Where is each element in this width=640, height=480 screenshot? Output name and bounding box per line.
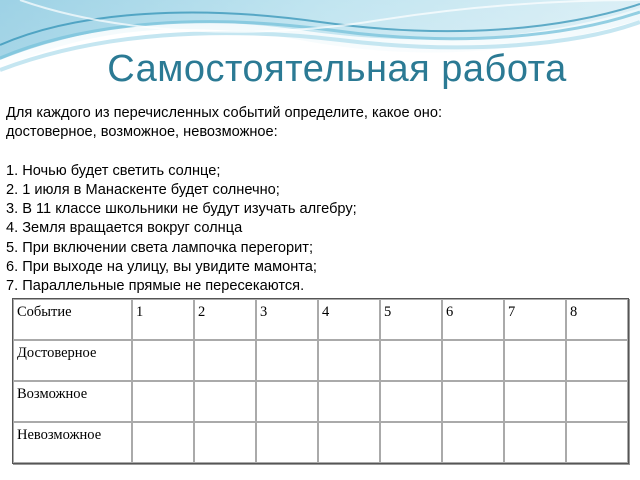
header-cell: 2 [194, 299, 256, 340]
answer-cell[interactable] [318, 381, 380, 422]
header-cell: 5 [380, 299, 442, 340]
header-cell: 8 [566, 299, 628, 340]
answer-cell[interactable] [256, 422, 318, 463]
header-cell: 4 [318, 299, 380, 340]
answer-cell[interactable] [380, 381, 442, 422]
event-item: 5. При включении света лампочка перегорит; [6, 239, 314, 256]
answer-cell[interactable] [194, 422, 256, 463]
event-item: 6. При выходе на улицу, вы увидите мамонта; [6, 259, 317, 276]
answer-cell[interactable] [194, 340, 256, 381]
event-item: 1. Ночью будет светить солнце; [6, 162, 221, 179]
answer-cell[interactable] [442, 422, 504, 463]
task-text [6, 104, 634, 297]
header-cell: 6 [442, 299, 504, 340]
event-item: 7. Параллельные прямые не пересекаются. [6, 278, 305, 295]
answer-cell[interactable] [318, 340, 380, 381]
table-header-row [13, 299, 628, 340]
page-title: Самостоятельная работа [107, 48, 567, 90]
row-label: Достоверное [13, 340, 132, 381]
answer-cell[interactable] [442, 381, 504, 422]
answer-cell[interactable] [380, 340, 442, 381]
task-intro-line: Для каждого из перечисленных событий определите, какое оно: [6, 105, 443, 121]
table-row [13, 381, 628, 422]
answer-cell[interactable] [256, 381, 318, 422]
row-label: Невозможное [13, 422, 132, 463]
header-cell: 7 [504, 299, 566, 340]
events-table [12, 298, 629, 464]
table-row [13, 340, 628, 381]
answer-cell[interactable] [380, 422, 442, 463]
answer-cell[interactable] [504, 381, 566, 422]
answer-cell[interactable] [318, 422, 380, 463]
answer-cell[interactable] [504, 422, 566, 463]
header-cell: 3 [256, 299, 318, 340]
answer-cell[interactable] [132, 340, 194, 381]
answer-cell[interactable] [566, 422, 628, 463]
task-intro-line: достоверное, возможное, невозможное: [6, 124, 278, 141]
answer-cell[interactable] [566, 340, 628, 381]
event-item: 3. В 11 классе школьники не будут изучать алгебру; [6, 201, 357, 218]
header-cell-event: Событие [13, 299, 132, 340]
answer-cell[interactable] [504, 340, 566, 381]
table-row [13, 422, 628, 463]
answer-cell[interactable] [132, 381, 194, 422]
row-label: Возможное [13, 381, 132, 422]
answer-cell[interactable] [194, 381, 256, 422]
answer-cell[interactable] [442, 340, 504, 381]
header-cell: 1 [132, 299, 194, 340]
answer-cell[interactable] [256, 340, 318, 381]
answer-cell[interactable] [132, 422, 194, 463]
event-item: 2. 1 июля в Манаскенте будет солнечно; [6, 181, 280, 198]
answer-cell[interactable] [566, 381, 628, 422]
event-item: 4. Земля вращается вокруг солнца [6, 220, 243, 237]
